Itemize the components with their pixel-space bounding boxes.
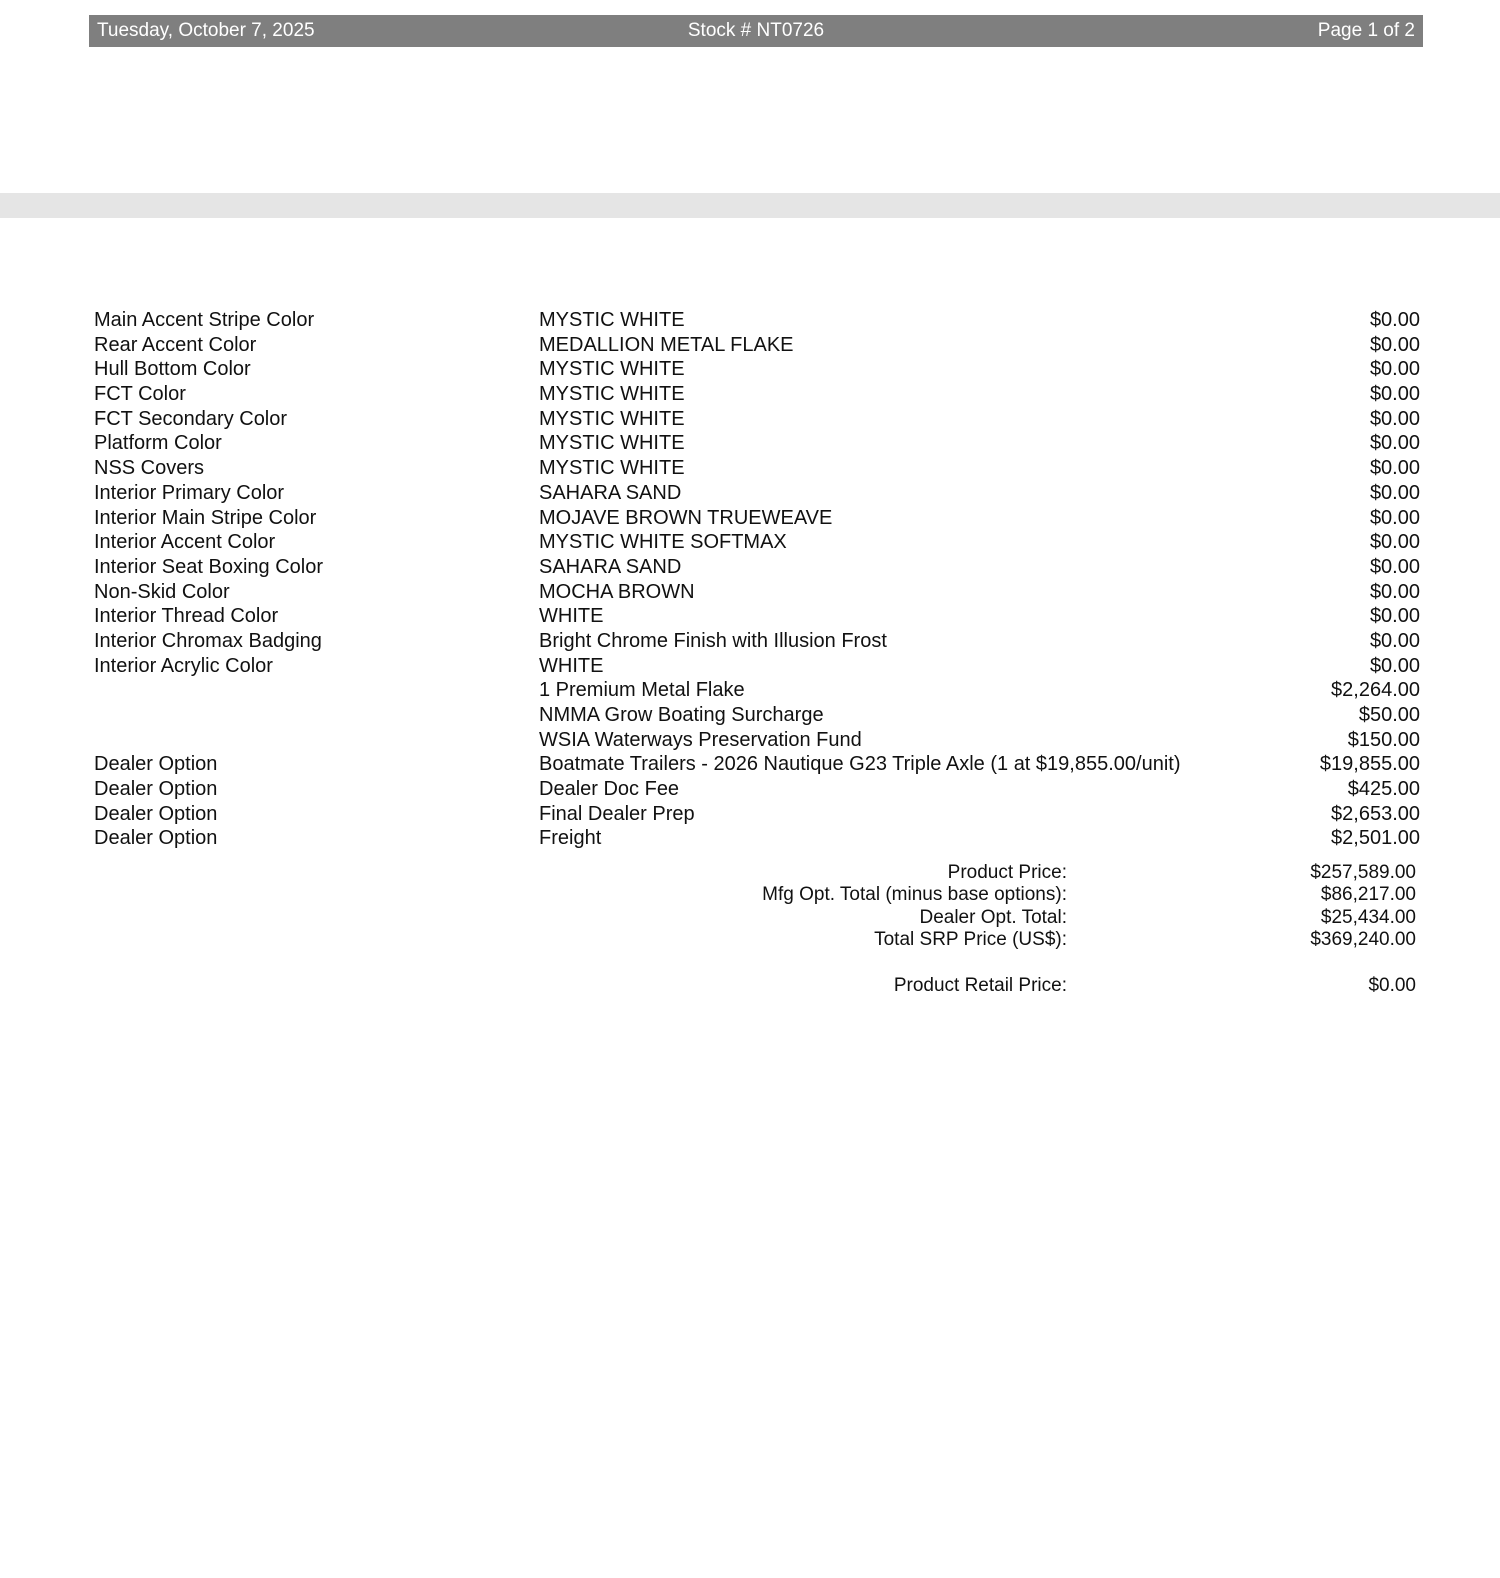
option-description: SAHARA SAND bbox=[539, 481, 682, 504]
option-description: MOCHA BROWN bbox=[539, 580, 695, 603]
option-price: $2,653.00 bbox=[1331, 802, 1420, 825]
option-category: Interior Acrylic Color bbox=[94, 654, 273, 677]
totals-row bbox=[600, 929, 1416, 951]
list-item bbox=[94, 678, 1420, 703]
list-item bbox=[94, 604, 1420, 629]
list-item bbox=[94, 382, 1420, 407]
option-category: Platform Color bbox=[94, 432, 222, 455]
list-item bbox=[94, 777, 1420, 802]
option-description: Final Dealer Prep bbox=[539, 802, 695, 825]
option-description: MYSTIC WHITE SOFTMAX bbox=[539, 531, 787, 554]
section-divider-band bbox=[0, 193, 1500, 218]
option-category: Interior Chromax Badging bbox=[94, 629, 322, 652]
totals-row bbox=[600, 884, 1416, 906]
option-price: $2,501.00 bbox=[1331, 827, 1420, 850]
total-srp-label: Total SRP Price (US$): bbox=[874, 928, 1067, 950]
option-category: Interior Seat Boxing Color bbox=[94, 555, 324, 578]
page-indicator: Page 1 of 2 bbox=[1317, 20, 1415, 41]
option-category: Dealer Option bbox=[94, 827, 218, 850]
option-price: $19,855.00 bbox=[1319, 753, 1420, 776]
list-item bbox=[94, 654, 1420, 679]
totals-row bbox=[600, 862, 1416, 884]
list-item bbox=[94, 555, 1420, 580]
list-item bbox=[94, 703, 1420, 728]
option-description: MYSTIC WHITE bbox=[539, 358, 685, 381]
option-description: MYSTIC WHITE bbox=[539, 432, 685, 455]
totals-row bbox=[600, 907, 1416, 929]
option-description: MEDALLION METAL FLAKE bbox=[539, 333, 794, 356]
list-item bbox=[94, 456, 1420, 481]
retail-price-label: Product Retail Price: bbox=[893, 975, 1067, 996]
option-category: Interior Primary Color bbox=[94, 481, 285, 504]
list-item bbox=[94, 580, 1420, 605]
option-price: $0.00 bbox=[1369, 481, 1420, 504]
report-date: Tuesday, October 7, 2025 bbox=[97, 20, 315, 41]
option-category: FCT Secondary Color bbox=[94, 407, 288, 430]
retail-price-value: $0.00 bbox=[1368, 975, 1416, 996]
retail-price-row bbox=[600, 974, 1416, 998]
price-totals bbox=[600, 862, 1416, 951]
option-price: $0.00 bbox=[1369, 407, 1420, 430]
list-item bbox=[94, 308, 1420, 333]
option-price: $0.00 bbox=[1369, 358, 1420, 381]
dealer-opt-total-value: $25,434.00 bbox=[1320, 906, 1416, 928]
option-price: $50.00 bbox=[1358, 704, 1420, 726]
option-description: WHITE bbox=[539, 605, 604, 628]
option-category: Non-Skid Color bbox=[94, 580, 230, 603]
option-price: $0.00 bbox=[1369, 605, 1420, 628]
option-price: $0.00 bbox=[1369, 432, 1420, 455]
option-description: Bright Chrome Finish with Illusion Frost bbox=[539, 629, 887, 652]
report-header-bar bbox=[89, 15, 1423, 47]
option-description: WHITE bbox=[539, 654, 604, 677]
option-price: $0.00 bbox=[1369, 531, 1420, 554]
option-description: MOJAVE BROWN TRUEWEAVE bbox=[539, 506, 833, 529]
option-description: Dealer Doc Fee bbox=[539, 778, 680, 801]
option-description: MYSTIC WHITE bbox=[539, 309, 685, 331]
option-price: $2,264.00 bbox=[1331, 679, 1420, 702]
option-category: Rear Accent Color bbox=[94, 333, 257, 356]
list-item bbox=[94, 407, 1420, 432]
list-item bbox=[94, 431, 1420, 456]
option-description: MYSTIC WHITE bbox=[539, 407, 685, 430]
option-category: FCT Color bbox=[94, 383, 186, 406]
list-item bbox=[94, 802, 1420, 827]
option-category: Interior Accent Color bbox=[94, 531, 276, 554]
option-price: $0.00 bbox=[1369, 654, 1420, 677]
list-item bbox=[94, 530, 1420, 555]
option-price: $425.00 bbox=[1347, 778, 1420, 801]
list-item bbox=[94, 357, 1420, 382]
stock-number: Stock # NT0726 bbox=[687, 20, 825, 41]
option-price: $0.00 bbox=[1369, 383, 1420, 406]
list-item bbox=[94, 333, 1420, 358]
option-price: $0.00 bbox=[1369, 457, 1420, 480]
option-price: $0.00 bbox=[1369, 580, 1420, 603]
option-category: Interior Main Stripe Color bbox=[94, 506, 317, 529]
dealer-opt-total-label: Dealer Opt. Total: bbox=[919, 906, 1067, 928]
list-item bbox=[94, 629, 1420, 654]
product-price-value: $257,589.00 bbox=[1310, 862, 1416, 883]
option-description: WSIA Waterways Preservation Fund bbox=[539, 728, 862, 751]
option-description: Boatmate Trailers - 2026 Nautique G23 Triple Axle (1 at $19,855.00/unit) bbox=[539, 753, 1181, 776]
mfg-opt-total-label: Mfg Opt. Total (minus base options): bbox=[762, 884, 1067, 906]
product-price-label: Product Price: bbox=[947, 862, 1067, 883]
option-description: SAHARA SAND bbox=[539, 555, 682, 578]
total-srp-value: $369,240.00 bbox=[1310, 928, 1416, 950]
option-category: Main Accent Stripe Color bbox=[94, 309, 315, 331]
option-price: $0.00 bbox=[1369, 309, 1420, 331]
option-description: MYSTIC WHITE bbox=[539, 457, 685, 480]
option-category: Dealer Option bbox=[94, 778, 218, 801]
option-price: $0.00 bbox=[1369, 629, 1420, 652]
list-item bbox=[94, 728, 1420, 753]
option-description: MYSTIC WHITE bbox=[539, 383, 685, 406]
option-description: 1 Premium Metal Flake bbox=[539, 679, 745, 702]
list-item bbox=[94, 826, 1420, 851]
option-list bbox=[94, 308, 1420, 851]
option-price: $0.00 bbox=[1369, 506, 1420, 529]
option-category: Interior Thread Color bbox=[94, 605, 279, 628]
option-category: Dealer Option bbox=[94, 753, 218, 776]
option-category: NSS Covers bbox=[94, 457, 205, 480]
list-item bbox=[94, 481, 1420, 506]
option-description: Freight bbox=[539, 827, 602, 850]
option-price: $150.00 bbox=[1347, 728, 1420, 751]
list-item bbox=[94, 506, 1420, 531]
option-category: Dealer Option bbox=[94, 802, 218, 825]
option-price: $0.00 bbox=[1369, 333, 1420, 356]
list-item bbox=[94, 752, 1420, 777]
option-description: NMMA Grow Boating Surcharge bbox=[539, 704, 824, 726]
option-category: Hull Bottom Color bbox=[94, 358, 251, 381]
option-price: $0.00 bbox=[1369, 555, 1420, 578]
mfg-opt-total-value: $86,217.00 bbox=[1320, 884, 1416, 906]
